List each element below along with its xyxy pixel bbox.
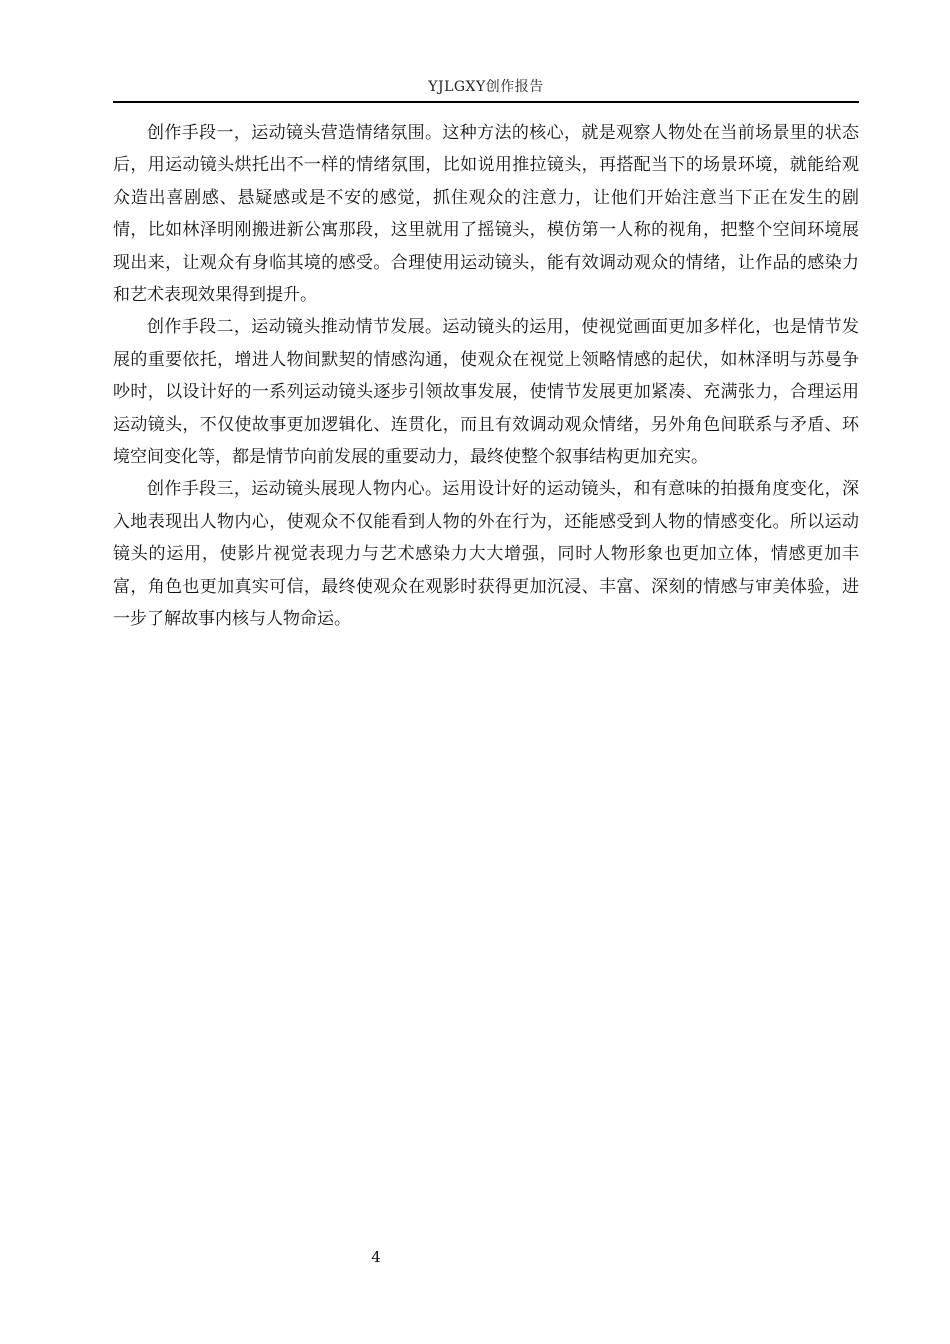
page-number: 4 (371, 1248, 381, 1266)
header-divider (113, 101, 859, 103)
paragraph-technique-1: 创作手段一，运动镜头营造情绪氛围。这种方法的核心，就是观察人物处在当前场景里的状态后，用运动镜头烘托出不一样的情绪氛围，比如说用推拉镜头，再搭配当下的场景环境，就能给观众造出喜剧感、悬疑感或是不安的感觉，抓住观众的注意力，让他们开始注意当下正在发生的剧情，比如林泽明刚搬进新公寓那段，这里就用了摇镜头，模仿第一人称的视角，把整个空间环境展现出来，让观众有身临其境的感受。合理使用运动镜头，能有效调动观众的情绪，让作品的感染力和艺术表现效果得到提升。 (113, 123, 859, 306)
document-body (113, 117, 859, 636)
paragraph-technique-2: 创作手段二，运动镜头推动情节发展。运动镜头的运用，使视觉画面更加多样化，也是情节发展的重要依托，增进人物间默契的情感沟通，使观众在视觉上领略情感的起伏，如林泽明与苏曼争吵时，以设计好的一系列运动镜头逐步引领故事发展，使情节发展更加紧凑、充满张力，合理运用运动镜头，不仅使故事更加逻辑化、连贯化，而且有效调动观众情绪，另外角色间联系与矛盾、环境空间变化等，都是情节向前发展的重要动力，最终使整个叙事结构更加充实。 (113, 317, 859, 468)
paragraph-technique-3: 创作手段三，运动镜头展现人物内心。运用设计好的运动镜头，和有意味的拍摄角度变化，深入地表现出人物内心，使观众不仅能看到人物的外在行为，还能感受到人物的情感变化。所以运动镜头的运用，使影片视觉表现力与艺术感染力大大增强，同时人物形象也更加立体，情感更加丰富，角色也更加真实可信，最终使观众在观影时获得更加沉浸、丰富、深刻的情感与审美体验，进一步了解故事内核与人物命运。 (113, 479, 859, 630)
page-header: YJLGXY创作报告 (428, 79, 544, 95)
